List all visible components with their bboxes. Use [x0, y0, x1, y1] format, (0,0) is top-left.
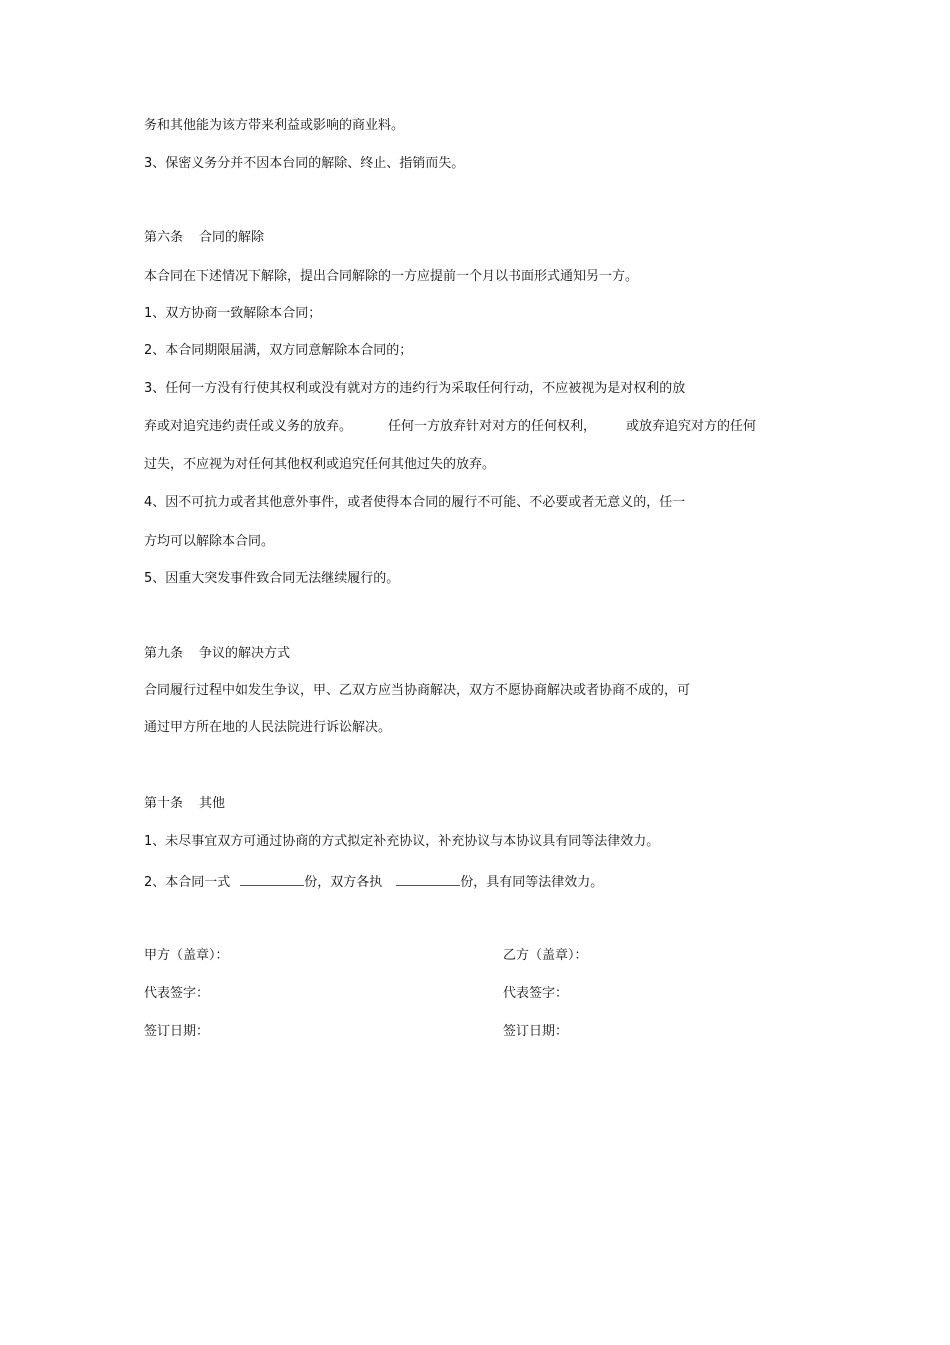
section6-item2: 2、本合同期限届满，双方同意解除本合同的；	[144, 343, 413, 358]
section6-item3-line3: 过失，不应视为对任何其他权利或追究任何其他过失的放弃。	[144, 457, 496, 472]
section10-heading-title: 其他	[199, 796, 226, 811]
section5-item3: 3、保密义务分并不因本台同的解除、终止、指销而失。	[144, 156, 465, 171]
section6-item3-line2	[144, 419, 756, 435]
party-b-rep: 代表签字：	[503, 986, 569, 1001]
section9-heading-title: 争议的解决方式	[199, 646, 291, 661]
section6-item4-line2: 方均可以解除本合同。	[144, 534, 275, 549]
section5-line1: 务和其他能为该方带来利益或影响的商业料。	[144, 118, 405, 133]
section6-item4-line1: 4、因不可抗力或者其他意外事件，或者使得本合同的履行不可能、不必要或者无意义的，任一	[144, 495, 686, 510]
section9-heading-num: 第九条	[144, 646, 184, 661]
section10-item2-b: 份，双方各执	[304, 875, 383, 890]
section6-heading-num: 第六条	[144, 230, 184, 245]
party-b-date: 签订日期：	[503, 1024, 569, 1039]
section10-heading	[144, 796, 225, 812]
section6-item3-line2-c: 或放弃追究对方的任何	[626, 419, 757, 434]
section10-item2	[144, 872, 603, 891]
section6-item5: 5、因重大突发事件致合同无法继续履行的。	[144, 571, 400, 586]
section10-item1: 1、未尽事宜双方可通过协商的方式拟定补充协议，补充协议与本协议具有同等法律效力。	[144, 834, 660, 849]
party-a-seal: 甲方（盖章）：	[144, 948, 229, 963]
section6-item3-line2-b: 任何一方放弃针对对方的任何权利，	[388, 419, 597, 434]
party-a-rep: 代表签字：	[144, 986, 210, 1001]
section9-line2: 通过甲方所在地的人民法院进行诉讼解决。	[144, 720, 392, 735]
section10-heading-num: 第十条	[144, 796, 184, 811]
section9-heading	[144, 646, 290, 662]
party-a-date: 签订日期：	[144, 1024, 210, 1039]
section6-heading-title: 合同的解除	[199, 230, 265, 245]
section10-item2-a: 2、本合同一式	[144, 875, 231, 890]
section6-intro: 本合同在下述情况下解除，提出合同解除的一方应提前一个月以书面形式通知另一方。	[144, 269, 639, 284]
section10-item2-c: 份，具有同等法律效力。	[460, 875, 604, 890]
section9-line1: 合同履行过程中如发生争议，甲、乙双方应当协商解决，双方不愿协商解决或者协商不成的，可	[144, 683, 691, 698]
section6-item3-line1: 3、任何一方没有行使其权利或没有就对方的违约行为采取任何行动，不应被视为是对权利的放	[144, 381, 686, 396]
section6-item1: 1、双方协商一致解除本合同；	[144, 306, 322, 321]
section6-heading	[144, 230, 264, 246]
copies-each-blank	[396, 872, 460, 886]
party-b-seal: 乙方（盖章）：	[503, 948, 588, 963]
section6-item3-line2-a: 弃或对追究违约责任或义务的放弃。	[144, 419, 353, 434]
copies-total-blank	[240, 872, 304, 886]
